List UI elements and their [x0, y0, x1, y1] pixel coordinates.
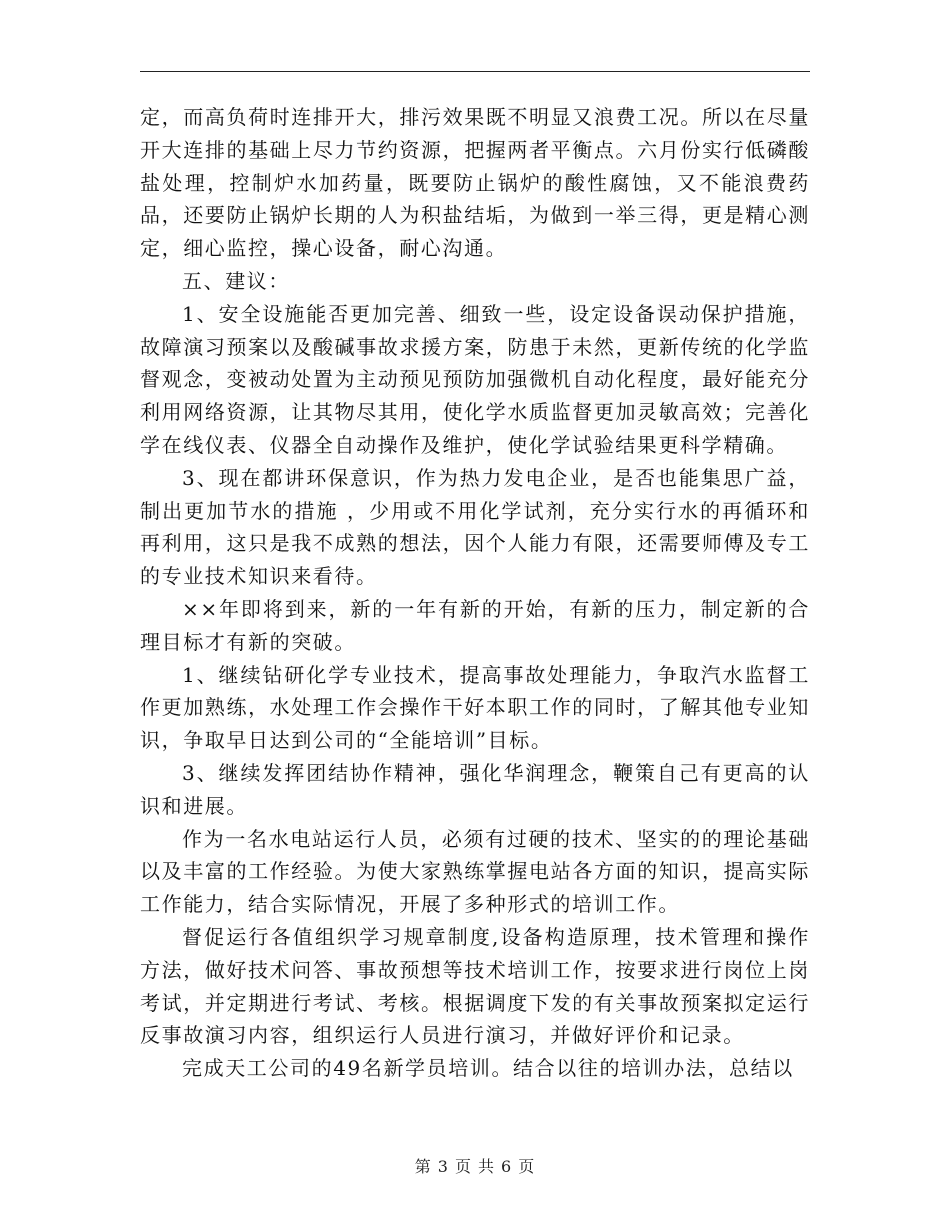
section-heading: 五、建议： — [182, 268, 290, 293]
footer-suffix: 页 — [518, 1157, 536, 1176]
paragraph: 3、继续发挥团结协作精神，强化华润理念，鞭策自己有更高的认识和进展。 — [140, 760, 810, 818]
paragraph: 3、现在都讲环保意识，作为热力发电企业，是否也能集思广益，制出更加节水的措施 ，少用或不用化学试剂，充分实行水的再循环和再利用，这只是我不成熟的想法，因个人能力有限，还需要师傅及专工的专业技术知识来看待。 — [140, 465, 810, 589]
paragraph: 1、继续钻研化学专业技术，提高事故处理能力，争取汽水监督工作更加熟练，水处理工作会操作干好本职工作的同时，了解其他专业知识，争取早日达到公司的“全能培训”目标。 — [140, 662, 810, 753]
paragraph: 定，而高负荷时连排开大，排污效果既不明显又浪费工况。所以在尽量开大连排的基础上尽力节约资源，把握两者平衡点。六月份实行低磷酸盐处理，控制炉水加药量，既要防止锅炉的酸性腐蚀，又不能浪费药品，还要防止锅炉长期的人为积盐结垢，为做到一举三得，更是精心测定，细心监控，操心设备，耐心沟通。 — [140, 105, 810, 261]
footer-prefix: 第 — [414, 1157, 432, 1176]
page-footer — [0, 1154, 950, 1177]
current-page-number: 3 — [437, 1157, 449, 1176]
paragraph: ××年即将到来，新的一年有新的开始，有新的压力，制定新的合理目标才有新的突破。 — [140, 596, 810, 654]
total-pages-number: 6 — [501, 1157, 513, 1176]
header-rule — [140, 71, 810, 72]
document-body — [140, 101, 810, 1085]
paragraph: 1、安全设施能否更加完善、细致一些，设定设备误动保护措施，故障演习预案以及酸碱事故求援方案，防患于未然，更新传统的化学监督观念，变被动处置为主动预见预防加强微机自动化程度，最好能充分利用网络资源，让其物尽其用，使化学水质监督更加灵敏高效；完善化学在线仪表、仪器全自动操作及维护，使化学试验结果更科学精确。 — [140, 301, 810, 457]
paragraph: 督促运行各值组织学习规章制度,设备构造原理，技术管理和操作方法，做好技术问答、事故预想等技术培训工作，按要求进行岗位上岗考试，并定期进行考试、考核。根据调度下发的有关事故预案拟定运行反事故演习内容，组织运行人员进行演习，并做好评价和记录。 — [140, 924, 810, 1048]
paragraph: 作为一名水电站运行人员，必须有过硬的技术、坚实的的理论基础以及丰富的工作经验。为使大家熟练掌握电站各方面的知识，提高实际工作能力，结合实际情况，开展了多种形式的培训工作。 — [140, 826, 810, 917]
footer-middle: 页 共 — [454, 1157, 496, 1176]
paragraph: 完成天工公司的49名新学员培训。结合以往的培训办法，总结以 — [182, 1056, 794, 1081]
